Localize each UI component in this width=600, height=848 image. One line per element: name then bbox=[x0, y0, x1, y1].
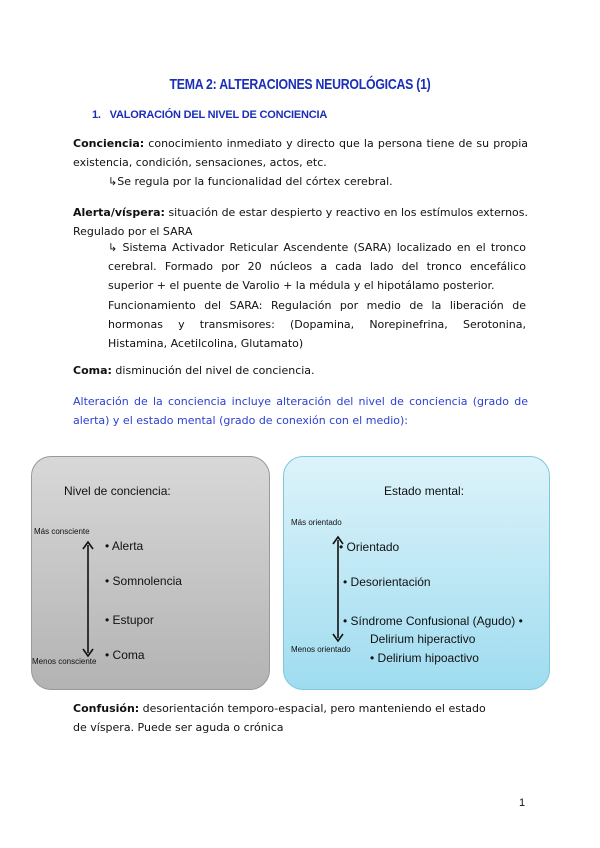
section-label: VALORACIÓN DEL NIVEL DE CONCIENCIA bbox=[109, 109, 328, 121]
estado-item: • Orientado bbox=[339, 540, 400, 554]
nivel-conciencia-box bbox=[31, 456, 270, 690]
nivel-item: • Coma bbox=[105, 648, 145, 662]
sara-function-note: Funcionamiento del SARA: Regulación por medio de la liberación de hormonas y transmisores: (Dopamina, Norepinefrina, Serotonina, Histamina, Acetilcolina, Glutamato) bbox=[108, 299, 526, 350]
estado-mental-box bbox=[283, 456, 550, 690]
menos-consciente-label: Menos consciente bbox=[32, 657, 97, 666]
section-heading bbox=[92, 109, 327, 121]
coma-paragraph bbox=[73, 361, 528, 380]
estado-item: • Delirium hipoactivo bbox=[370, 651, 479, 665]
nivel-item: • Alerta bbox=[105, 539, 144, 553]
conciencia-paragraph bbox=[73, 134, 528, 172]
nivel-conciencia-title: Nivel de conciencia: bbox=[64, 484, 171, 498]
estado-item: Delirium hiperactivo bbox=[370, 632, 476, 646]
confusion-term: Confusión: bbox=[73, 702, 140, 715]
page-title: TEMA 2: ALTERACIONES NEUROLÓGICAS (1) bbox=[169, 76, 431, 93]
coma-definition: disminución del nivel de conciencia. bbox=[111, 364, 315, 377]
confusion-paragraph bbox=[73, 699, 493, 737]
sara-note: ↳ Sistema Activador Reticular Ascendente (SARA) localizado en el tronco cerebral. Formado por 20 núcleos a cada lado del tronco encefálico superior + el puente de Varolio + la médula y el hipotálamo posterior. bbox=[108, 241, 526, 292]
section-number: 1. bbox=[92, 109, 101, 121]
mas-orientado-label: Más orientado bbox=[291, 518, 342, 527]
nivel-item: • Somnolencia bbox=[105, 574, 182, 588]
conciencia-term: Conciencia: bbox=[73, 137, 145, 150]
conciencia-note: ↳Se regula por la funcionalidad del córtex cerebral. bbox=[108, 175, 393, 188]
page-number: 1 bbox=[519, 797, 526, 809]
alerta-term: Alerta/víspera: bbox=[73, 206, 165, 219]
estado-mental-title: Estado mental: bbox=[384, 484, 465, 498]
alerta-definition: situación de estar despierto y reactivo en los estímulos externos. Regulado por el SARA bbox=[73, 206, 528, 238]
conciencia-definition: conocimiento inmediato y directo que la persona tiene de su propia existencia, condición, sensaciones, actos, etc. bbox=[73, 137, 528, 169]
mas-consciente-label: Más consciente bbox=[34, 527, 90, 536]
nivel-arrow-icon bbox=[80, 539, 96, 659]
menos-orientado-label: Menos orientado bbox=[291, 645, 351, 654]
coma-term: Coma: bbox=[73, 364, 112, 377]
estado-item: • Desorientación bbox=[343, 575, 431, 589]
confusion-definition: desorientación temporo-espacial, pero manteniendo el estado de víspera. Puede ser aguda o crónica bbox=[73, 702, 486, 734]
alerta-paragraph bbox=[73, 203, 528, 241]
nivel-item: • Estupor bbox=[105, 613, 154, 627]
alteracion-paragraph: Alteración de la conciencia incluye alteración del nivel de conciencia (grado de alerta) y el estado mental (grado de conexión con el medio): bbox=[73, 395, 528, 427]
estado-item: • Síndrome Confusional (Agudo) • bbox=[343, 614, 523, 628]
